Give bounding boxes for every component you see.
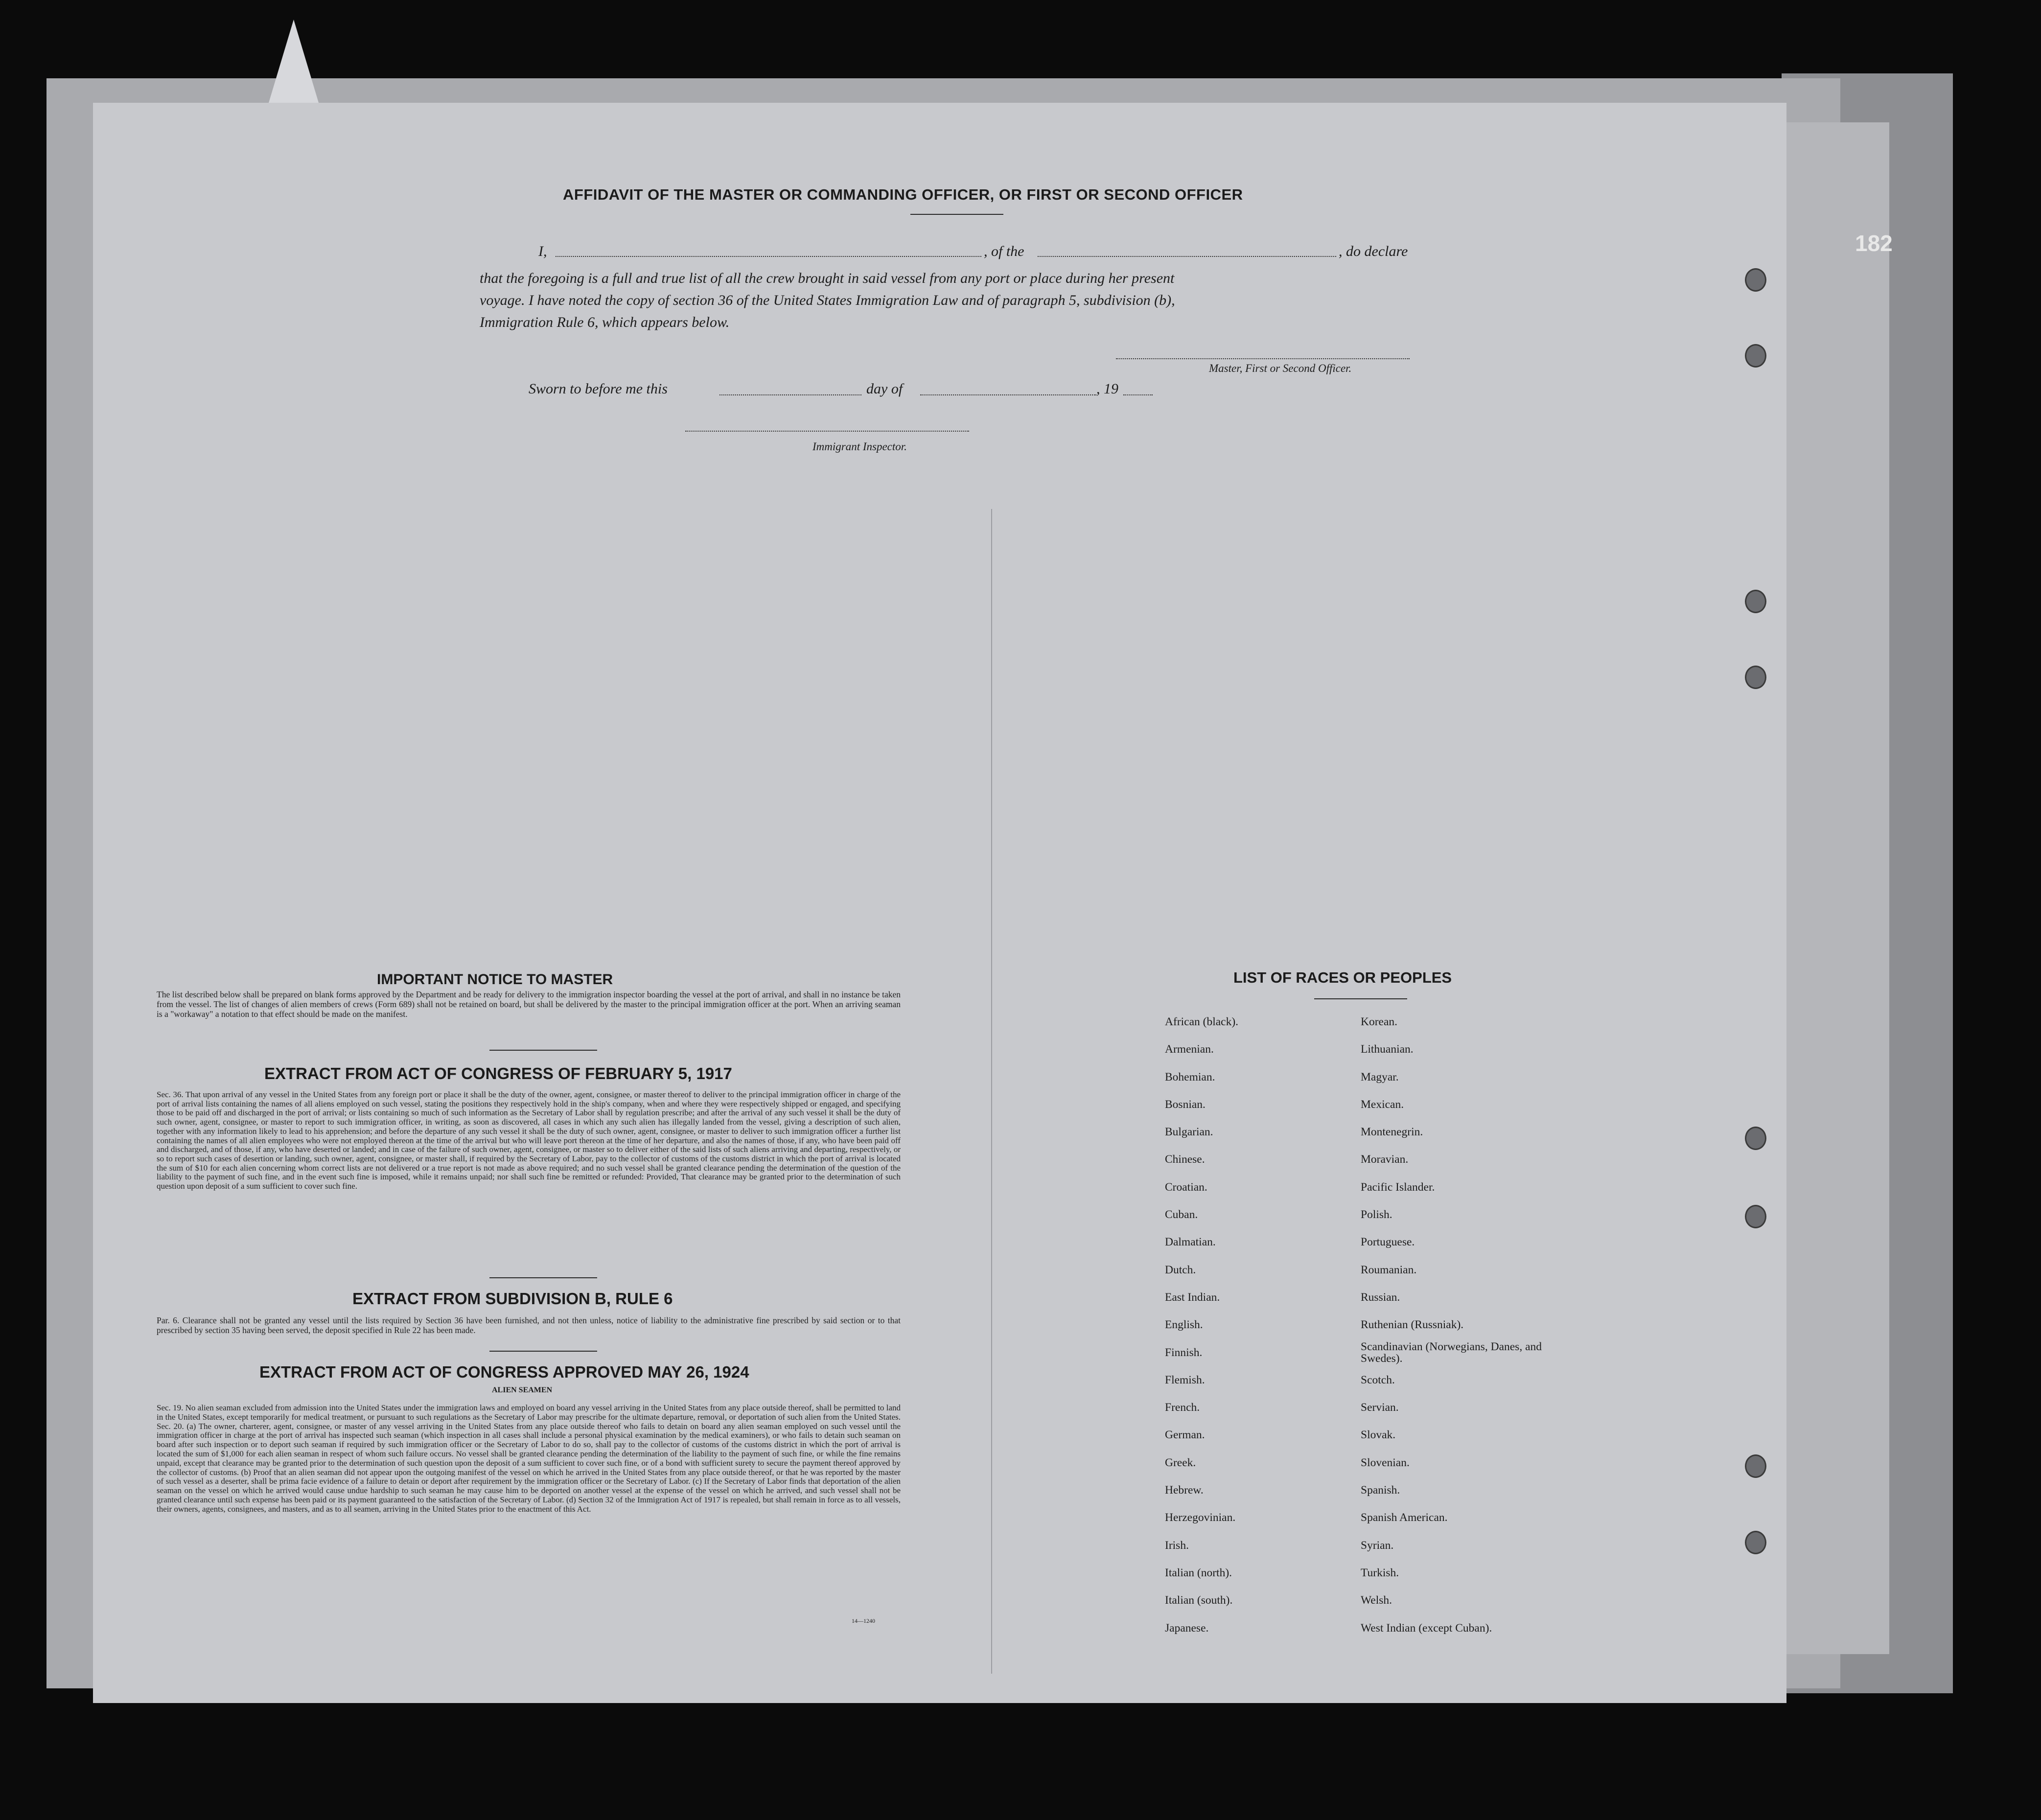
race-item: Finnish.: [1165, 1346, 1203, 1359]
race-item: Servian.: [1361, 1401, 1399, 1414]
extract-1917-text: Sec. 36. That upon arrival of any vessel in the United States from any foreign port or place it shall be the duty of the owner, agent, consignee, or master thereof to deliver to the principal immigration officer in charge of the port of arrival lists containing the names of all aliens employed on such vessel, stating the positions they respectively hold in the ship's company, when and where they were respectively shipped or engaged, and specifying those to be paid off and discharged in the port of arrival; or lists containing so much of such information as the Secretary of Labor shall by regulation prescribe; and after the arrival of any such vessel it shall be the duty of such owner, agent, consignee, or master to report to such immigration officer, in writing, as soon as discovered, all cases in which any such alien has illegally landed from the vessel, giving a description of such alien, together with any information likely to lead to his apprehension; and before the departure of any such vessel it shall be the duty of such owner, agent, consignee, or master to deliver to such immigration officer a further list containing the names of all alien employees who were not employed thereon at the time of the arrival but who will leave port thereon at the time of her departure, and also the names of those, if any, who have been paid off and discharged, and of those, if any, who have deserted or landed; and in case of the failure of such owner, agent, consignee, or master so to deliver either of the said lists of such aliens arriving and departing, respectively, or so to report such cases of desertion or landing, such owner, agent, consignee, or master shall, if required by the Secretary of Labor, pay to the collector of customs of the customs district in which the port of arrival is located the sum of $10 for each alien concerning whom correct lists are not delivered or a true report is not made as above required; and no such vessel shall be granted clearance pending the determination of the question of the liability to the payment of such fine, and in the event such fine is imposed, while it remains unpaid; nor shall such fine be remitted or refunded: Provided, That clearance may be granted prior to the determination of such question upon deposit of a sum sufficient to cover such fine.: [157, 1090, 901, 1191]
race-item: French.: [1165, 1401, 1200, 1414]
divider: [489, 1277, 597, 1278]
race-item: Italian (north).: [1165, 1566, 1232, 1579]
race-item: Ruthenian (Russniak).: [1361, 1318, 1464, 1332]
race-item: Pacific Islander.: [1361, 1180, 1435, 1194]
form-number: 14—1240: [852, 1617, 875, 1624]
race-item: Slovenian.: [1361, 1456, 1410, 1469]
master-signature-line: [1116, 358, 1410, 359]
race-item: East Indian.: [1165, 1290, 1220, 1304]
affidavit-do-declare: , do declare: [1339, 243, 1408, 259]
race-item: Syrian.: [1361, 1539, 1394, 1552]
divider: [489, 1050, 597, 1051]
race-item: Lithuanian.: [1361, 1043, 1414, 1056]
affidavit-line-2: that the foregoing is a full and true list of all the crew brought in said vessel from any port or place during her present: [480, 270, 1175, 286]
binder-hole: [1745, 666, 1766, 689]
binder-hole: [1745, 1205, 1766, 1228]
affidavit-i: I,: [538, 243, 547, 259]
race-item: Turkish.: [1361, 1566, 1399, 1579]
race-item: Mexican.: [1361, 1098, 1404, 1111]
extract-rule6-text: Par. 6. Clearance shall not be granted any vessel until the lists required by Section 36 have been furnished, and not then unless, notice of liability to the administrative fine prescribed by said section or to that prescribed by section 35 having been served, the deposit specified in Rule 22 has been made.: [157, 1315, 901, 1335]
race-item: Portuguese.: [1361, 1236, 1415, 1249]
day-blank: [719, 394, 861, 395]
month-blank: [920, 394, 1096, 395]
year-text: , 19: [1096, 381, 1118, 397]
race-item: Cuban.: [1165, 1208, 1198, 1221]
race-item: English.: [1165, 1318, 1203, 1332]
race-item: Hebrew.: [1165, 1484, 1204, 1497]
affidavit-title: AFFIDAVIT OF THE MASTER OR COMMANDING OFFICER, OR FIRST OR SECOND OFFICER: [563, 186, 1243, 203]
race-item: African (black).: [1165, 1015, 1239, 1028]
races-left-column: [1165, 1008, 1351, 1642]
binder-hole: [1745, 1454, 1766, 1478]
center-fold: [991, 509, 992, 1674]
races-underline: [1314, 998, 1407, 999]
races-right-column: [1361, 1008, 1547, 1642]
affidavit-line-4: Immigration Rule 6, which appears below.: [480, 314, 730, 330]
race-item: Italian (south).: [1165, 1594, 1233, 1607]
binder-hole: [1745, 1127, 1766, 1150]
race-item: Scandinavian (Norwegians, Danes, and Swedes).: [1361, 1340, 1542, 1365]
extract-1924-text: Sec. 19. No alien seaman excluded from admission into the United States under the immigration laws and employed on board any vessel arriving in the United States from any place outside thereof, shall be permitted to land in the United States, except temporarily for medical treatment, or pursuant to such regulations as the Secretary of Labor may prescribe for the ultimate departure, removal, or deportation of such alien from the United States. Sec. 20. (a) The owner, charterer, agent, consignee, or master of any vessel arriving in the United States from any place outside thereof who fails to detain on board any alien seaman employed on such vessel until the immigration officer in charge at the port of arrival has inspected such seaman (which inspection in all cases shall include a personal physical examination by the medical examiners), or who fails to detain such seaman on board after such inspection or to deport such seaman if required by such immigration officer or the Secretary of Labor to do so, shall pay to the collector of customs of the customs district in which the port of arrival is located the sum of $1,000 for each alien seaman in respect of whom such failure occurs. No vessel shall be granted clearance pending the determination of the liability to the payment of such fine, or while the fine remains unpaid, except that clearance may be granted prior to the determination of such question upon the deposit of a sum sufficient to cover such fine, or of a bond with sufficient surety to secure the payment thereof approved by the collector of customs. (b) Proof that an alien seaman did not appear upon the outgoing manifest of the vessel on which he arrived in the United States from any place outside thereof, or that he was reported by the master of such vessel as a deserter, shall be prima facie evidence of a failure to detain or deport after requirement by the immigration officer or the Secretary of Labor. (c) If the Secretary of Labor finds that deportation of the alien seaman on the vessel on which he arrived would cause undue hardship to such seaman he may cause him to be deported on another vessel at the expense of the vessel on which he arrived, and such vessel shall not be granted clearance until such expense has been paid or its payment guaranteed to the satisfaction of the Secretary of Labor. (d) Section 32 of the Immigration Act of 1917 is repealed, but shall remain in force as to all vessels, their owners, agents, consignees, and masters, and as to all seamen, arriving in the United States prior to the enactment of this Act.: [157, 1403, 901, 1514]
day-of-text: day of: [866, 381, 903, 397]
binder-hole: [1745, 344, 1766, 368]
race-item: Bosnian.: [1165, 1098, 1206, 1111]
vessel-blank: [1038, 256, 1336, 257]
year-blank: [1123, 394, 1153, 395]
race-item: Roumanian.: [1361, 1263, 1417, 1276]
race-item: Scotch.: [1361, 1373, 1395, 1386]
race-item: Bohemian.: [1165, 1070, 1215, 1083]
divider: [489, 1351, 597, 1352]
race-item: Spanish.: [1361, 1484, 1400, 1497]
race-item: Japanese.: [1165, 1621, 1209, 1635]
race-item: Croatian.: [1165, 1180, 1207, 1194]
race-item: German.: [1165, 1428, 1205, 1442]
master-label: Master, First or Second Officer.: [1209, 362, 1352, 374]
race-item: Dutch.: [1165, 1263, 1196, 1276]
extract-rule6-title: EXTRACT FROM SUBDIVISION B, RULE 6: [352, 1290, 673, 1308]
race-item: Chinese.: [1165, 1153, 1205, 1166]
race-item: Armenian.: [1165, 1043, 1214, 1056]
title-underline: [910, 214, 1003, 215]
inspector-label: Immigrant Inspector.: [812, 440, 907, 453]
race-item: Dalmatian.: [1165, 1236, 1216, 1249]
binder-hole: [1745, 1531, 1766, 1554]
race-item: Polish.: [1361, 1208, 1392, 1221]
binder-hole: [1745, 590, 1766, 613]
race-item: Korean.: [1361, 1015, 1398, 1028]
extract-1917-title: EXTRACT FROM ACT OF CONGRESS OF FEBRUARY 5, 1917: [264, 1064, 732, 1083]
affidavit-line-3: voyage. I have noted the copy of section 36 of the United States Immigration Law and of paragraph 5, subdivision (b),: [480, 292, 1175, 308]
race-item: Montenegrin.: [1361, 1126, 1423, 1139]
affidavit-of-the: , of the: [984, 243, 1024, 259]
race-item: Welsh.: [1361, 1594, 1392, 1607]
races-title: LIST OF RACES OR PEOPLES: [1233, 969, 1452, 986]
race-item: Spanish American.: [1361, 1511, 1448, 1524]
race-item: Russian.: [1361, 1290, 1400, 1304]
notice-text: The list described below shall be prepared on blank forms approved by the Department and be ready for delivery to the immigration inspector boarding the vessel at the port of arrival, and shall in no instance be taken from the vessel. The list of changes of alien members of crews (Form 689) shall not be retained on board, but shall be delivered by the master to the principal immigration officer at the port. When an arriving seaman is a "workaway" a notation to that effect should be made on the manifest.: [157, 990, 901, 1019]
race-item: Herzegovinian.: [1165, 1511, 1236, 1524]
notice-title: IMPORTANT NOTICE TO MASTER: [377, 971, 613, 988]
extract-1924-title: EXTRACT FROM ACT OF CONGRESS APPROVED MAY 26, 1924: [259, 1363, 749, 1381]
race-item: Flemish.: [1165, 1373, 1205, 1386]
race-item: Greek.: [1165, 1456, 1196, 1469]
race-item: Slovak.: [1361, 1428, 1396, 1442]
inspector-signature-line: [685, 431, 969, 432]
race-item: Moravian.: [1361, 1153, 1409, 1166]
binder-hole: [1745, 268, 1766, 292]
race-item: West Indian (except Cuban).: [1361, 1621, 1492, 1635]
sworn-text: Sworn to before me this: [529, 381, 668, 397]
race-item: Magyar.: [1361, 1070, 1399, 1083]
race-item: Irish.: [1165, 1539, 1189, 1552]
race-item: Bulgarian.: [1165, 1126, 1213, 1139]
name-blank: [556, 256, 981, 257]
page-number: 182: [1855, 230, 1893, 256]
alien-seamen-subtitle: ALIEN SEAMEN: [492, 1386, 553, 1394]
